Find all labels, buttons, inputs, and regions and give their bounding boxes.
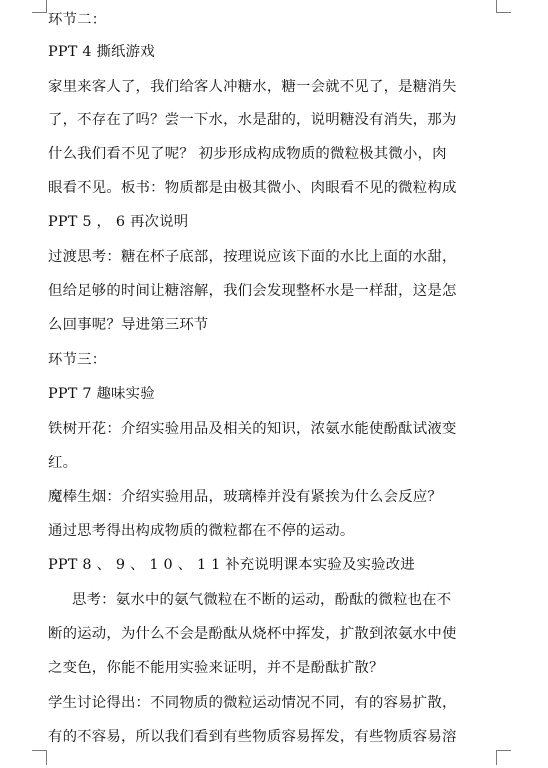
text-line: PPT 7 趣味实验 [48, 386, 155, 402]
text-line: 有的不容易，所以我们看到有些物质容易挥发，有些物质容易溶 [48, 729, 457, 745]
text-line: PPT 5 ， 6 再次说明 [48, 214, 189, 230]
text-line: 之变色，你能不能用实验来证明，并不是酚酞扩散？ [48, 660, 384, 676]
text-line: 环节二： [48, 12, 107, 28]
text-line: 但给足够的时间让糖溶解，我们会发现整杯水是一样甜，这是怎 [48, 283, 457, 299]
text-line: 学生讨论得出：不同物质的微粒运动情况不同，有的容易扩散， [48, 695, 457, 711]
text-line: 眼看不见。板书：物质都是由极其微小、肉眼看不见的微粒构成 [48, 180, 457, 196]
text-line: 断的运动，为什么不会是酚酞从烧杯中挥发，扩散到浓氨水中使 [48, 626, 457, 642]
text-line: 红。 [48, 455, 78, 471]
text-line: PPT 8 、 9 、 1 0 、 1 1 补充说明课本实验及实验改进 [48, 557, 415, 573]
margin-corner-mark-bottom-right [496, 750, 511, 765]
text-line: 了，不存在了吗？尝一下水，水是甜的，说明糖没有消失，那为 [48, 112, 457, 128]
margin-corner-mark-top-right [496, 0, 511, 13]
text-line: 环节三： [48, 352, 107, 368]
text-line: 通过思考得出构成物质的微粒都在不停的运动。 [48, 523, 355, 539]
text-line: 么回事呢？导进第三环节 [48, 317, 209, 333]
text-line: 家里来客人了，我们给客人冲糖水，糖一会就不见了，是糖消失 [48, 79, 457, 95]
text-line: PPT 4 撕纸游戏 [48, 44, 155, 60]
text-line: 魔棒生烟：介绍实验用品，玻璃棒并没有紧挨为什么会反应？ [48, 489, 442, 505]
text-line: 铁树开花：介绍实验用品及相关的知识，浓氨水能使酚酞试液变 [48, 421, 457, 437]
text-line: 过渡思考：糖在杯子底部，按理说应该下面的水比上面的水甜， [48, 249, 457, 265]
margin-corner-mark-bottom-left [32, 750, 47, 765]
text-line: 思考：氨水中的氨气微粒在不断的运动，酚酞的微粒也在不 [72, 592, 452, 608]
margin-corner-mark-top-left [32, 0, 47, 13]
text-line: 什么我们看不见了呢？ 初步形成构成物质的微粒极其微小，肉 [48, 146, 447, 162]
